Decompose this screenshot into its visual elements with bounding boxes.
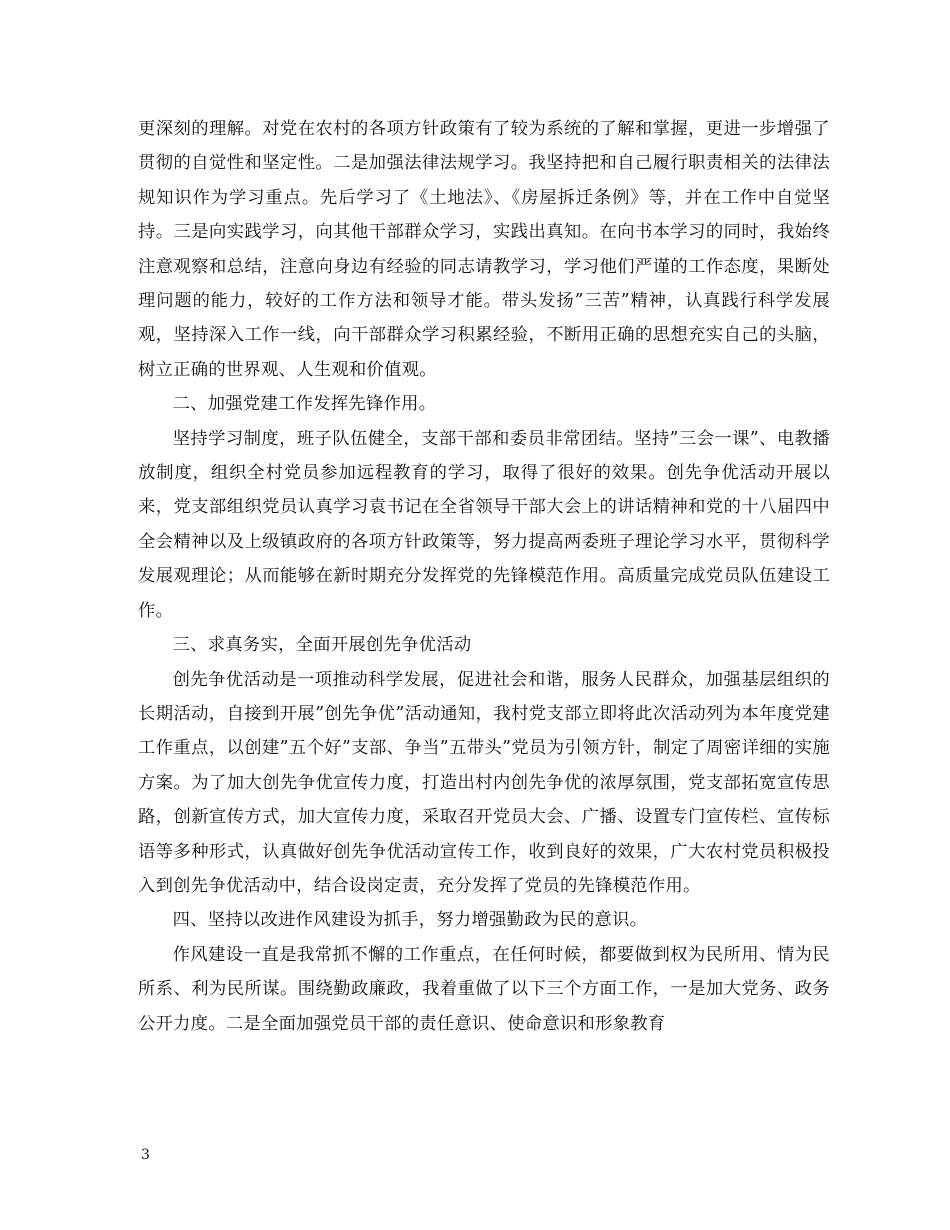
section-heading-3: 三、求真务实，全面开展创先争优活动	[172, 635, 472, 656]
paragraph-party-building: 坚持学习制度，班子队伍健全，支部干部和委员非常团结。坚持”三会一课”、电教播放制度，组织全村党员参加远程教育的学习，取得了很好的效果。创先争优活动开展以来，党支部组织党员认真学习袁书记在全省领导干部大会上的讲话精神和党的十八届四中全会精神以及上级镇政府的各项方针政策等，努力提高两委班子理论学习水平，贯彻科学发展观理论；从而能够在新时期充分发挥党的先锋模范作用。高质量完成党员队伍建设工作。	[138, 428, 830, 621]
section-heading-4: 四、坚持以改进作风建设为抓手，努力增强勤政为民的意识。	[172, 910, 648, 931]
paragraph-continuation: 更深刻的理解。对党在农村的各项方针政策有了较为系统的了解和掌握，更进一步增强了贯彻的自觉性和坚定性。二是加强法律法规学习。我坚持把和自己履行职责相关的法律法规知识作为学习重点。先后学习了《土地法》、《房屋拆迁条例》等，并在工作中自觉坚持。三是向实践学习，向其他干部群众学习，实践出真知。在向书本学习的同时，我始终注意观察和总结，注意向身边有经验的同志请教学习，学习他们严谨的工作态度，果断处理问题的能力，较好的工作方法和领导才能。带头发扬”三苦”精神，认真践行科学发展观，坚持深入工作一线，向干部群众学习积累经验，不断用正确的思想充实自己的头脑，树立正确的世界观、人生观和价值观。	[138, 119, 830, 380]
section-heading-2: 二、加强党建工作发挥先锋作用。	[172, 394, 437, 415]
paragraph-work-style: 作风建设一直是我常抓不懈的工作重点，在任何时候，都要做到权为民所用、情为民所系、利为民所谋。围绕勤政廉政，我着重做了以下三个方面工作，一是加大党务、政务公开力度。二是全面加强党员干部的责任意识、使命意识和形象教育	[138, 944, 830, 1034]
paragraph-excellence-campaign: 创先争优活动是一项推动科学发展，促进社会和谐，服务人民群众，加强基层组织的长期活动，自接到开展”创先争优”活动通知，我村党支部立即将此次活动列为本年度党建工作重点，以创建”五个好”支部、争当”五带头”党员为引领方针，制定了周密详细的实施方案。为了加大创先争优宣传力度，打造出村内创先争优的浓厚氛围，党支部拓宽宣传思路，创新宣传方式，加大宣传力度，采取召开党员大会、广播、设置专门宣传栏、宣传标语等多种形式，认真做好创先争优活动宣传工作，收到良好的效果，广大农村党员积极投入到创先争优活动中，结合设岗定责，充分发挥了党员的先锋模范作用。	[138, 669, 830, 896]
document-body	[138, 112, 830, 1041]
page-number: 3	[141, 1147, 150, 1163]
